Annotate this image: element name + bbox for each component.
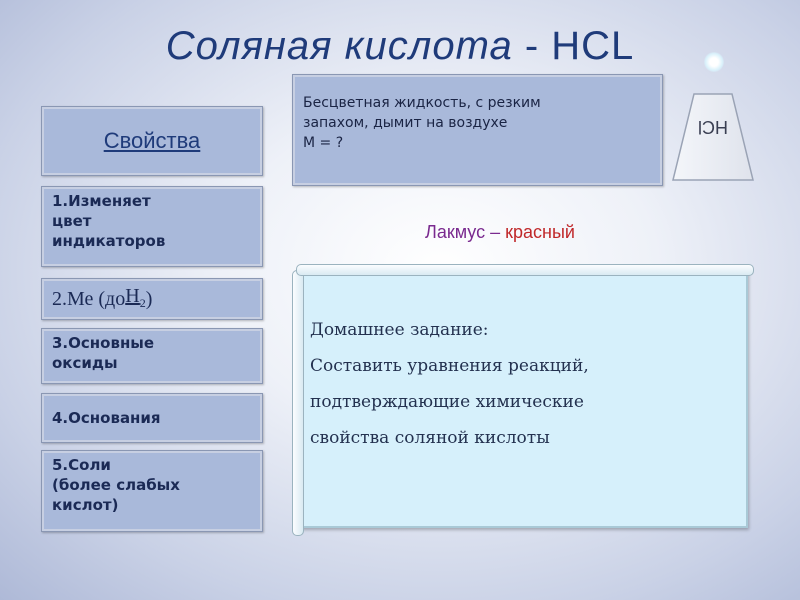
property-salts: 5.Соли (более слабых кислот) xyxy=(41,450,263,532)
flask-label: HCl xyxy=(698,117,728,137)
litmus-color: красный xyxy=(505,222,575,242)
properties-heading-text: Свойства xyxy=(103,128,201,153)
property-bases: 4.Основания xyxy=(41,393,263,443)
flask-icon xyxy=(672,92,754,182)
property-metals xyxy=(41,278,263,320)
property-indicators: 1.Изменяет цвет индикаторов xyxy=(41,186,263,267)
title-formula: - HCL xyxy=(524,24,635,68)
litmus-label: Лакмус – xyxy=(425,222,501,242)
flask-shape xyxy=(672,92,754,182)
litmus-text xyxy=(300,222,700,243)
steam-icon xyxy=(704,52,724,72)
homework-scroll xyxy=(292,262,758,538)
property-basic-oxides: 3.Основные оксиды xyxy=(41,328,263,384)
metal-prefix: 2.Ме (до xyxy=(52,288,126,310)
scroll-roll-top xyxy=(296,264,754,276)
scroll-roll-left xyxy=(292,270,304,536)
metal-suffix: ) xyxy=(145,288,153,310)
properties-heading xyxy=(41,106,263,176)
slide-title xyxy=(0,24,800,69)
homework-text: Домашнее задание: Составить уравнения реакций, подтверждающие химические свойства соляной кислоты xyxy=(310,320,589,448)
metal-element: Н xyxy=(125,284,140,307)
metal-subscript: 2 xyxy=(139,295,146,310)
description-box: Бесцветная жидкость, с резким запахом, дымит на воздухе М = ? xyxy=(292,74,663,186)
title-main: Соляная кислота xyxy=(165,24,513,68)
